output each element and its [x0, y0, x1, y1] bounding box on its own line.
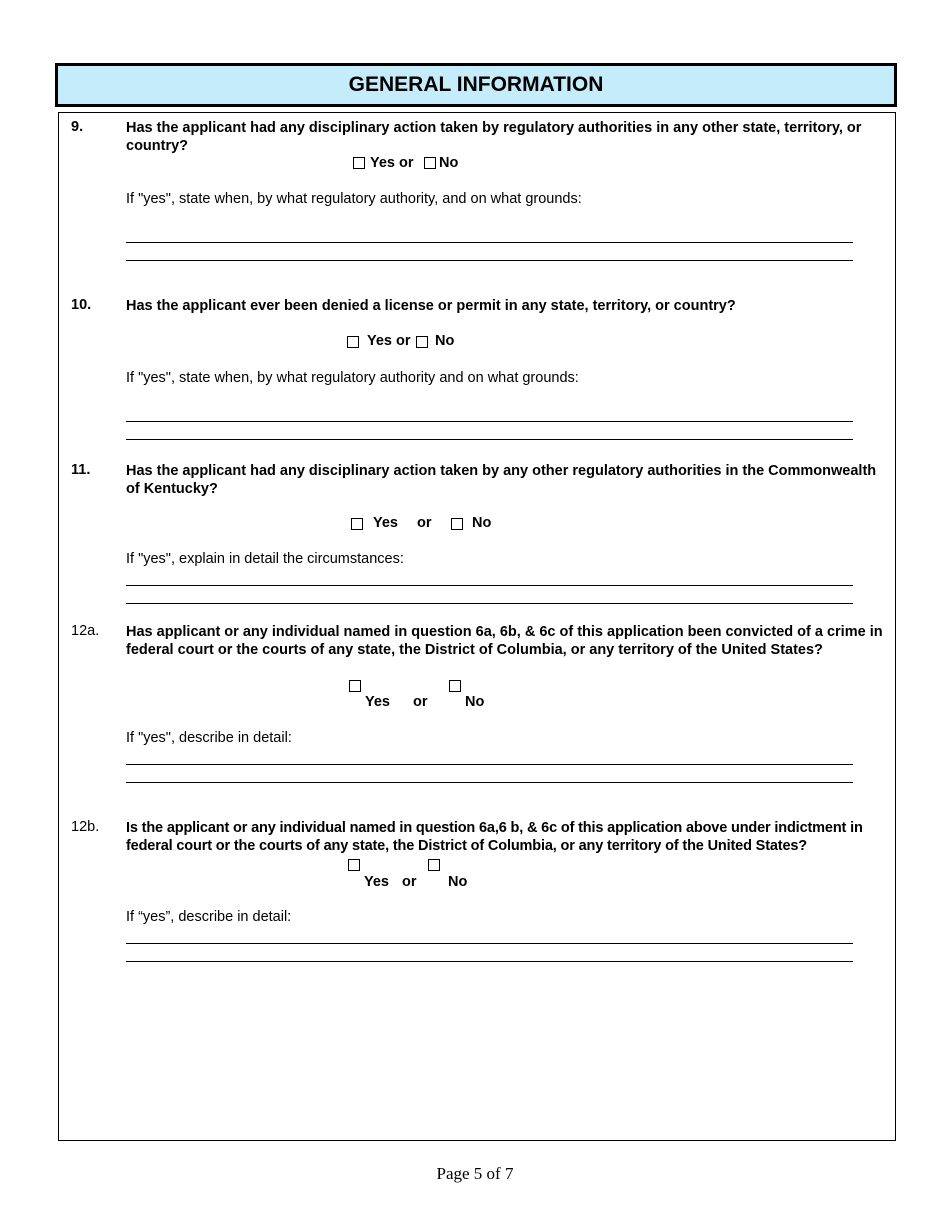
- question-text: Has applicant or any individual named in question 6a, 6b, & 6c of this application been convicted of a crime in federal court or the courts of any state, the District of Columbia, or any territory of the United States?: [126, 624, 883, 658]
- no-checkbox[interactable]: [451, 518, 463, 530]
- answer-line[interactable]: [126, 260, 853, 261]
- question-number: 9.: [71, 119, 84, 135]
- instruction-text: If "yes", state when, by what regulatory authority and on what grounds:: [126, 370, 579, 386]
- yes-label: Yes: [365, 694, 390, 710]
- yes-label: Yes: [364, 874, 389, 890]
- section-header: [55, 63, 897, 107]
- no-checkbox[interactable]: [428, 859, 440, 871]
- answer-line[interactable]: [126, 242, 853, 243]
- form-frame: [58, 112, 896, 1141]
- instruction-text: If "yes", state when, by what regulatory authority, and on what grounds:: [126, 191, 582, 207]
- yes-checkbox[interactable]: [348, 859, 360, 871]
- no-label: No: [472, 515, 492, 531]
- no-checkbox[interactable]: [416, 336, 428, 348]
- answer-line[interactable]: [126, 585, 853, 586]
- answer-line[interactable]: [126, 603, 853, 604]
- instruction-text: If “yes”, describe in detail:: [126, 909, 292, 925]
- page-number: Page 5 of 7: [436, 1164, 514, 1183]
- or-label: or: [413, 694, 428, 710]
- yes-checkbox[interactable]: [347, 336, 359, 348]
- question-number: 11.: [71, 462, 91, 478]
- no-label: No: [435, 333, 455, 349]
- yes-checkbox[interactable]: [351, 518, 363, 530]
- no-label: No: [448, 874, 468, 890]
- yes-label: Yes or: [367, 333, 411, 349]
- question-text: Has the applicant had any disciplinary action taken by regulatory authorities in any other state, territory, or country?: [126, 120, 862, 154]
- yes-label: Yes: [373, 515, 398, 531]
- answer-line[interactable]: [126, 421, 853, 422]
- yes-checkbox[interactable]: [353, 157, 365, 169]
- no-checkbox[interactable]: [424, 157, 436, 169]
- answer-line[interactable]: [126, 943, 853, 944]
- no-label: No: [465, 694, 485, 710]
- question-number: 12b.: [71, 819, 100, 835]
- no-checkbox[interactable]: [449, 680, 461, 692]
- yes-checkbox[interactable]: [349, 680, 361, 692]
- or-label: or: [402, 874, 417, 890]
- question-text: Is the applicant or any individual named in question 6a,6 b, & 6c of this application above under indictment in federal court or the courts of any state, the District of Columbia, or any territory of the United States?: [126, 820, 863, 854]
- question-text: Has the applicant had any disciplinary action taken by any other regulatory authorities in the Commonwealth of Kentucky?: [126, 463, 877, 497]
- section-title: GENERAL INFORMATION: [348, 73, 604, 96]
- answer-line[interactable]: [126, 764, 853, 765]
- no-label: No: [439, 155, 459, 171]
- question-text: Has the applicant ever been denied a license or permit in any state, territory, or country?: [126, 298, 736, 314]
- answer-line[interactable]: [126, 439, 853, 440]
- question-number: 10.: [71, 297, 92, 313]
- yes-label: Yes or: [370, 155, 414, 171]
- instruction-text: If "yes", describe in detail:: [126, 730, 292, 746]
- instruction-text: If "yes", explain in detail the circumstances:: [126, 551, 404, 567]
- or-label: or: [417, 515, 432, 531]
- answer-line[interactable]: [126, 782, 853, 783]
- answer-line[interactable]: [126, 961, 853, 962]
- question-number: 12a.: [71, 623, 100, 639]
